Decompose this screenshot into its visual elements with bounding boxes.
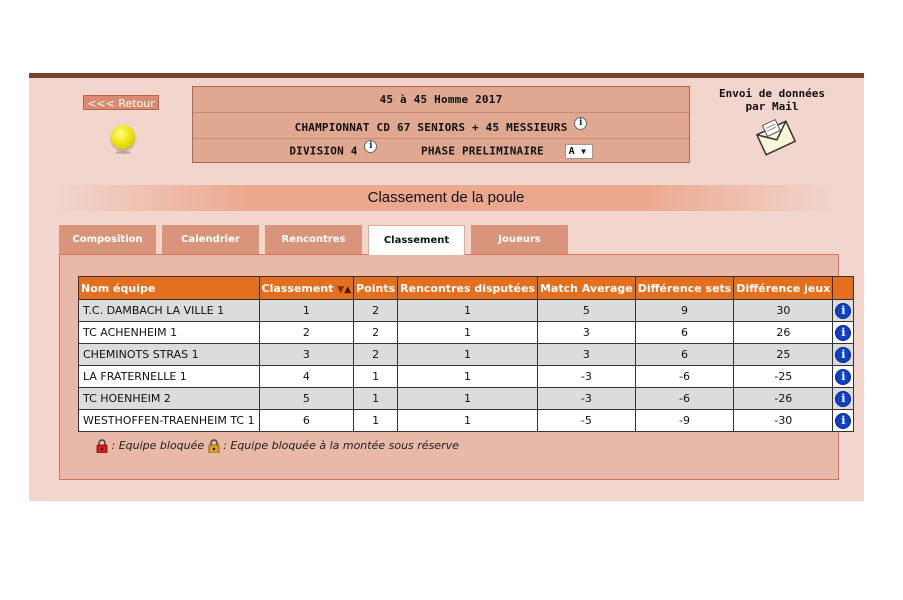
mail-title-line2: par Mail — [745, 100, 799, 113]
tab-calendrier[interactable]: Calendrier — [162, 225, 259, 254]
column-header-points[interactable]: Points — [354, 277, 398, 300]
set-diff-cell: 9 — [635, 300, 734, 322]
tab-composition[interactable]: Composition — [59, 225, 156, 254]
column-header-team[interactable]: Nom équipe — [79, 277, 260, 300]
main-panel — [29, 73, 864, 501]
column-header-rank-label: Classement — [261, 281, 334, 295]
competition-category: 45 à 45 Homme 2017 — [379, 93, 503, 106]
team-info-icon[interactable]: i — [835, 369, 851, 385]
matches-cell: 1 — [398, 300, 538, 322]
info-cell — [833, 388, 854, 410]
match-average-cell: 3 — [537, 344, 635, 366]
column-header-game-diff[interactable]: Différence jeux — [734, 277, 833, 300]
match-average-cell: 5 — [537, 300, 635, 322]
team-info-icon[interactable]: i — [835, 303, 851, 319]
tab-rencontres[interactable]: Rencontres — [265, 225, 362, 254]
legend — [96, 439, 459, 453]
game-diff-cell: -30 — [734, 410, 833, 432]
info-cell — [833, 366, 854, 388]
info-cell — [833, 300, 854, 322]
matches-cell: 1 — [398, 344, 538, 366]
rank-cell: 5 — [259, 388, 354, 410]
points-cell: 2 — [354, 300, 398, 322]
chevron-down-icon: ▼ — [581, 147, 587, 156]
ranking-table — [78, 276, 854, 432]
table-row — [79, 322, 854, 344]
match-average-cell: -5 — [537, 410, 635, 432]
team-name[interactable]: TC ACHENHEIM 1 — [79, 322, 260, 344]
division-row — [193, 141, 689, 159]
info-cell — [833, 344, 854, 366]
team-info-icon[interactable]: i — [835, 347, 851, 363]
divider — [193, 138, 689, 139]
points-cell: 2 — [354, 344, 398, 366]
match-average-cell: -3 — [537, 366, 635, 388]
mail-export-title[interactable] — [712, 87, 832, 113]
tab-content — [59, 254, 846, 480]
info-cell — [833, 322, 854, 344]
match-average-cell: -3 — [537, 388, 635, 410]
competition-info-box — [192, 86, 690, 163]
poule-select[interactable] — [565, 144, 593, 159]
match-average-cell: 3 — [537, 322, 635, 344]
team-info-icon[interactable]: i — [835, 413, 851, 429]
championship-info-icon[interactable]: i — [574, 117, 587, 130]
rank-cell: 2 — [259, 322, 354, 344]
matches-cell: 1 — [398, 322, 538, 344]
points-cell: 2 — [354, 322, 398, 344]
matches-cell: 1 — [398, 366, 538, 388]
team-name[interactable]: CHEMINOTS STRAS 1 — [79, 344, 260, 366]
table-row — [79, 410, 854, 432]
legend-blocked-reserve: : Equipe bloquée à la montée sous réserve — [223, 439, 459, 452]
game-diff-cell: -25 — [734, 366, 833, 388]
team-info-icon[interactable]: i — [835, 325, 851, 341]
table-row — [79, 388, 854, 410]
tab-joueurs[interactable]: Joueurs — [471, 225, 568, 254]
table-row — [79, 300, 854, 322]
orange-lock-icon — [208, 439, 220, 453]
column-header-rank[interactable] — [259, 277, 354, 300]
championship-name: CHAMPIONNAT CD 67 SENIORS + 45 MESSIEURS — [294, 121, 568, 134]
table-header-row — [79, 277, 854, 300]
team-name[interactable]: WESTHOFFEN-TRAENHEIM TC 1 — [79, 410, 260, 432]
set-diff-cell: 6 — [635, 322, 734, 344]
set-diff-cell: 6 — [635, 344, 734, 366]
rank-cell: 6 — [259, 410, 354, 432]
team-name[interactable]: TC HOENHEIM 2 — [79, 388, 260, 410]
team-info-icon[interactable]: i — [835, 391, 851, 407]
points-cell: 1 — [354, 410, 398, 432]
back-button[interactable]: <<< Retour — [83, 95, 159, 110]
divider — [193, 112, 689, 113]
division-label: DIVISION 4 — [289, 144, 358, 158]
game-diff-cell: 30 — [734, 300, 833, 322]
rank-cell: 1 — [259, 300, 354, 322]
team-name[interactable]: T.C. DAMBACH LA VILLE 1 — [79, 300, 260, 322]
matches-cell: 1 — [398, 410, 538, 432]
championship-row — [193, 118, 689, 134]
phase-label: PHASE PRELIMINAIRE — [421, 144, 544, 158]
tab-classement[interactable]: Classement — [368, 225, 465, 255]
envelope-icon[interactable] — [755, 117, 797, 159]
game-diff-cell: -26 — [734, 388, 833, 410]
column-header-set-diff[interactable]: Différence sets — [635, 277, 734, 300]
page-title: Classement de la poule — [58, 185, 834, 211]
matches-cell: 1 — [398, 388, 538, 410]
rank-cell: 4 — [259, 366, 354, 388]
game-diff-cell: 26 — [734, 322, 833, 344]
table-row — [79, 344, 854, 366]
mail-title-line1: Envoi de données — [719, 87, 825, 100]
red-lock-icon — [96, 439, 108, 453]
legend-blocked: : Equipe bloquée — [111, 439, 205, 452]
column-header-match-average[interactable]: Match Average — [537, 277, 635, 300]
sort-arrows-icon[interactable]: ▼▲ — [337, 284, 352, 295]
tennis-ball-icon — [111, 125, 135, 149]
info-cell — [833, 410, 854, 432]
table-row — [79, 366, 854, 388]
column-header-matches[interactable]: Rencontres disputées — [398, 277, 538, 300]
points-cell: 1 — [354, 388, 398, 410]
points-cell: 1 — [354, 366, 398, 388]
set-diff-cell: -6 — [635, 388, 734, 410]
poule-select-value: A — [568, 146, 575, 157]
top-bar — [29, 73, 864, 78]
set-diff-cell: -6 — [635, 366, 734, 388]
division-info-icon[interactable]: i — [364, 140, 377, 153]
game-diff-cell: 25 — [734, 344, 833, 366]
rank-cell: 3 — [259, 344, 354, 366]
team-name[interactable]: LA FRATERNELLE 1 — [79, 366, 260, 388]
set-diff-cell: -9 — [635, 410, 734, 432]
column-header-info — [833, 277, 854, 300]
